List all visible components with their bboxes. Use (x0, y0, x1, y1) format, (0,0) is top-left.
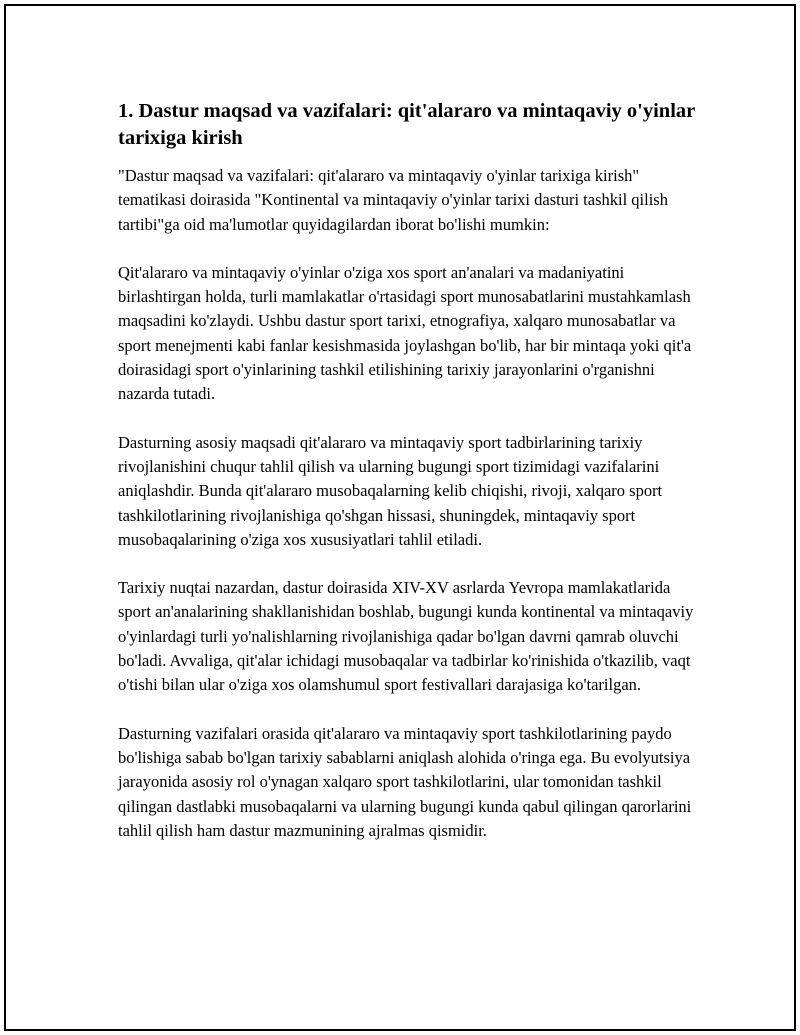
page-frame (4, 4, 796, 1031)
paragraph-intro: "Dastur maqsad va vazifalari: qit'alararo va mintaqaviy o'yinlar tarixiga kirish" tematikasi doirasida "Kontinental va mintaqaviy o'yinlar tarixi dasturi tashkil qilish tartibi"ga oid ma'lumotlar quyidagilardan iborat bo'lishi mumkin: (118, 166, 668, 234)
paragraph-overview: Qit'alararo va mintaqaviy o'yinlar o'ziga xos sport an'analari va madaniyatini birlashtirgan holda, turli mamlakatlar o'rtasidagi sport munosabatlarini mustahkamlash maqsadini ko'zlaydi. Ushbu dastur sport tarixi, etnografiya, xalqaro munosabatlar va sport menejmenti kabi fanlar kesishmasida joylashgan bo'lib, har bir mintaqa yoki qit'a doirasidagi sport o'yinlarining tashkil etilishining tarixiy jarayonlarini o'rganishni nazarda tutadi. (118, 262, 692, 404)
section-heading: 1. Dastur maqsad va vazifalari: qit'alararo va mintaqaviy o'yinlar tarixiga kirish (118, 100, 695, 149)
paragraph-history: Tarixiy nuqtai nazardan, dastur doirasida XIV-XV asrlarda Yevropa mamlakatlarida sport an'analarining shakllanishidan boshlab, bugungi kunda kontinental va mintaqaviy o'yinlardagi turli yo'nalishlarning rivojlanishiga qadar bo'lgan davrni qamrab oluvchi bo'ladi. Avvaliga, qit'alar ichidagi musobaqalar va tadbirlar ko'rinishida o'tkazilib, vaqt o'tishi bilan ular o'ziga xos olamshumul sport festivallari darajasiga ko'tarilgan. (118, 578, 694, 695)
document-body (118, 98, 698, 867)
paragraph-tasks: Dasturning vazifalari orasida qit'alararo va mintaqaviy sport tashkilotlarining paydo bo'lishiga sabab bo'lgan tarixiy sabablarni aniqlash alohida o'ringa ega. Bu evolyutsiya jarayonida asosiy rol o'ynagan xalqaro sport tashkilotlarini, ular tomonidan tashkil qilingan dastlabki musobaqalarni va ularning bugungi kunda qabul qilingan qarorlarini tahlil qilish ham dastur mazmunining ajralmas qismidir. (118, 723, 692, 840)
paragraph-main-goal: Dasturning asosiy maqsadi qit'alararo va mintaqaviy sport tadbirlarining tarixiy rivojlanishini chuqur tahlil qilish va ularning bugungi sport tizimidagi vazifalarini aniqlashdir. Bunda qit'alararo musobaqalarning kelib chiqishi, rivoji, xalqaro sport tashkilotlarining rivojlanishiga qo'shgan hissasi, shuningdek, mintaqaviy sport musobaqalarining o'ziga xos xususiyatlari tahlil etiladi. (118, 432, 663, 549)
